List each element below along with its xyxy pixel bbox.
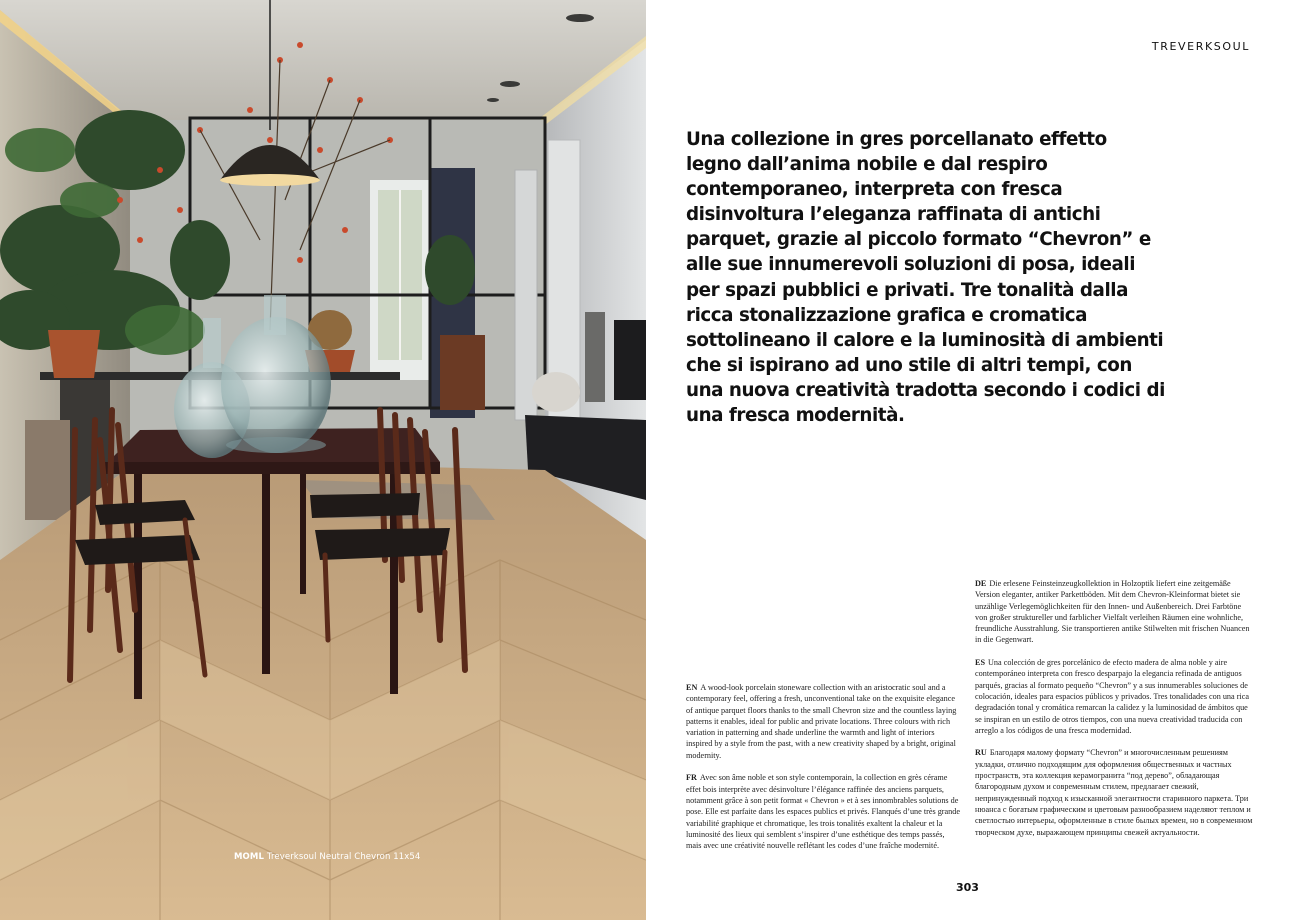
lang-code-en: EN — [686, 683, 698, 692]
translation-ru — [975, 747, 1253, 837]
lang-code-es: ES — [975, 658, 986, 668]
lang-code-de: DE — [975, 579, 987, 588]
translations-column-right — [975, 578, 1253, 849]
translations-column-left — [686, 682, 961, 863]
translation-es — [975, 657, 1253, 736]
caption-brand: MOML — [234, 852, 264, 862]
lead-paragraph-it: Una collezione in gres porcellanato effetto legno dall’anima nobile e dal respiro contemporaneo, interpreta con fresca disinvoltura l’eleganza raffinata di antichi parquet, grazie al piccolo formato “Chevron” e alle sue innumerevoli soluzioni di posa, ideali per spazi pubblici e privati. Tre tonalità dalla ricca stonalizzazione grafica e cromatica sottolineano il calore e la luminosità di ambienti che si ispirano ad uno stile di altri tempi, con una nuova creatività tradotta secondo i codici di una fresca modernità. — [686, 129, 1165, 427]
translation-de — [975, 578, 1253, 646]
lang-code-fr: FR — [686, 773, 697, 783]
text-en: A wood-look porcelain stoneware collection with an aristocratic soul and a contemporary feel, offering a fresh, unconventional take on the exquisite elegance of antique parquet floors thanks to the small Chevron size and the countless laying patterns it enables, ideal for public and private locations. Three colours with rich variation in patterning and shade underline the warmth and light of interiors inspired by a style from the past, with a new creativity shaped by a bright, original modernity. — [686, 683, 957, 760]
text-fr: Avec son âme noble et son style contemporain, la collection en grès cérame effet bois interprète avec désinvolture l’élégance raffinée des anciens parquets, notamment grâce à son petit format « Chevron » et à ses innombrables solutions de pose. Elle est parfaite dans les espaces publics et privés. Flanqués d’une très grande variabilité graphique et chromatique, les trois tonalités exaltent la chaleur et la luminosité des lieux qui semblent s’inspirer d’une esthétique des temps passés, mais avec une créativité nouvelle reflétant les codes d’une fraîche modernité. — [686, 773, 960, 851]
text-de: Die erlesene Feinsteinzeugkollektion in Holzoptik liefert eine zeitgemäße Version eleganter, antiker Parkettböden. Mit dem Chevron-Kleinformat bietet sie unzählige Verlegemöglichkeiten für den Innen- und Außenbereich. Drei Farbtöne von großer struktureller und farblicher Vielfalt verleihen Räumen eine wohnliche, freundliche Ausstrahlung. Sie transportieren antike Stilwelten mit frischen Nuancen in die Gegenwart. — [975, 579, 1250, 645]
lang-code-ru: RU — [975, 748, 987, 758]
page-number: 303 — [956, 881, 979, 894]
translation-fr — [686, 772, 961, 851]
translation-en — [686, 682, 961, 761]
photo-caption — [234, 852, 420, 862]
text-es: Una colección de gres porcelánico de efecto madera de alma noble y aire contemporáneo interpreta con fresco desparpajo la elegancia refinada de antiguos parqués, gracias al formato pequeño “Chevron” y a sus innumerables soluciones de colocación, ideales para espacios públicos y privados. Tres tonalidades con una rica degradación tonal y cromática remarcan la calidez y la luminosidad de ámbitos que se inspiran en un estilo de otros tiempos, con una nueva creatividad traducida con arreglo a los códigos de una fresca modernidad. — [975, 658, 1249, 735]
caption-text: Treverksoul Neutral Chevron 11x54 — [266, 852, 421, 862]
brand-header: TREVERKSOUL — [1151, 40, 1250, 53]
text-ru: Благодаря малому формату “Chevron” и многочисленным решениям укладки, отлично подходящим для оформления общественных и частных пространств, эта коллекция керамогранита “под дерево”, обладающая благородным духом и современным стилем, предлагает свежий, непринужденный подход к изысканной элегантности старинного паркета. Три нюанса с богатым графическим и цветовым разнообразием наделяют теплом и светлостью интерьеры, оформленные в стиле былых времен, но в современном творческом духе, выражающем принципы свежей актуальности. — [975, 748, 1253, 837]
